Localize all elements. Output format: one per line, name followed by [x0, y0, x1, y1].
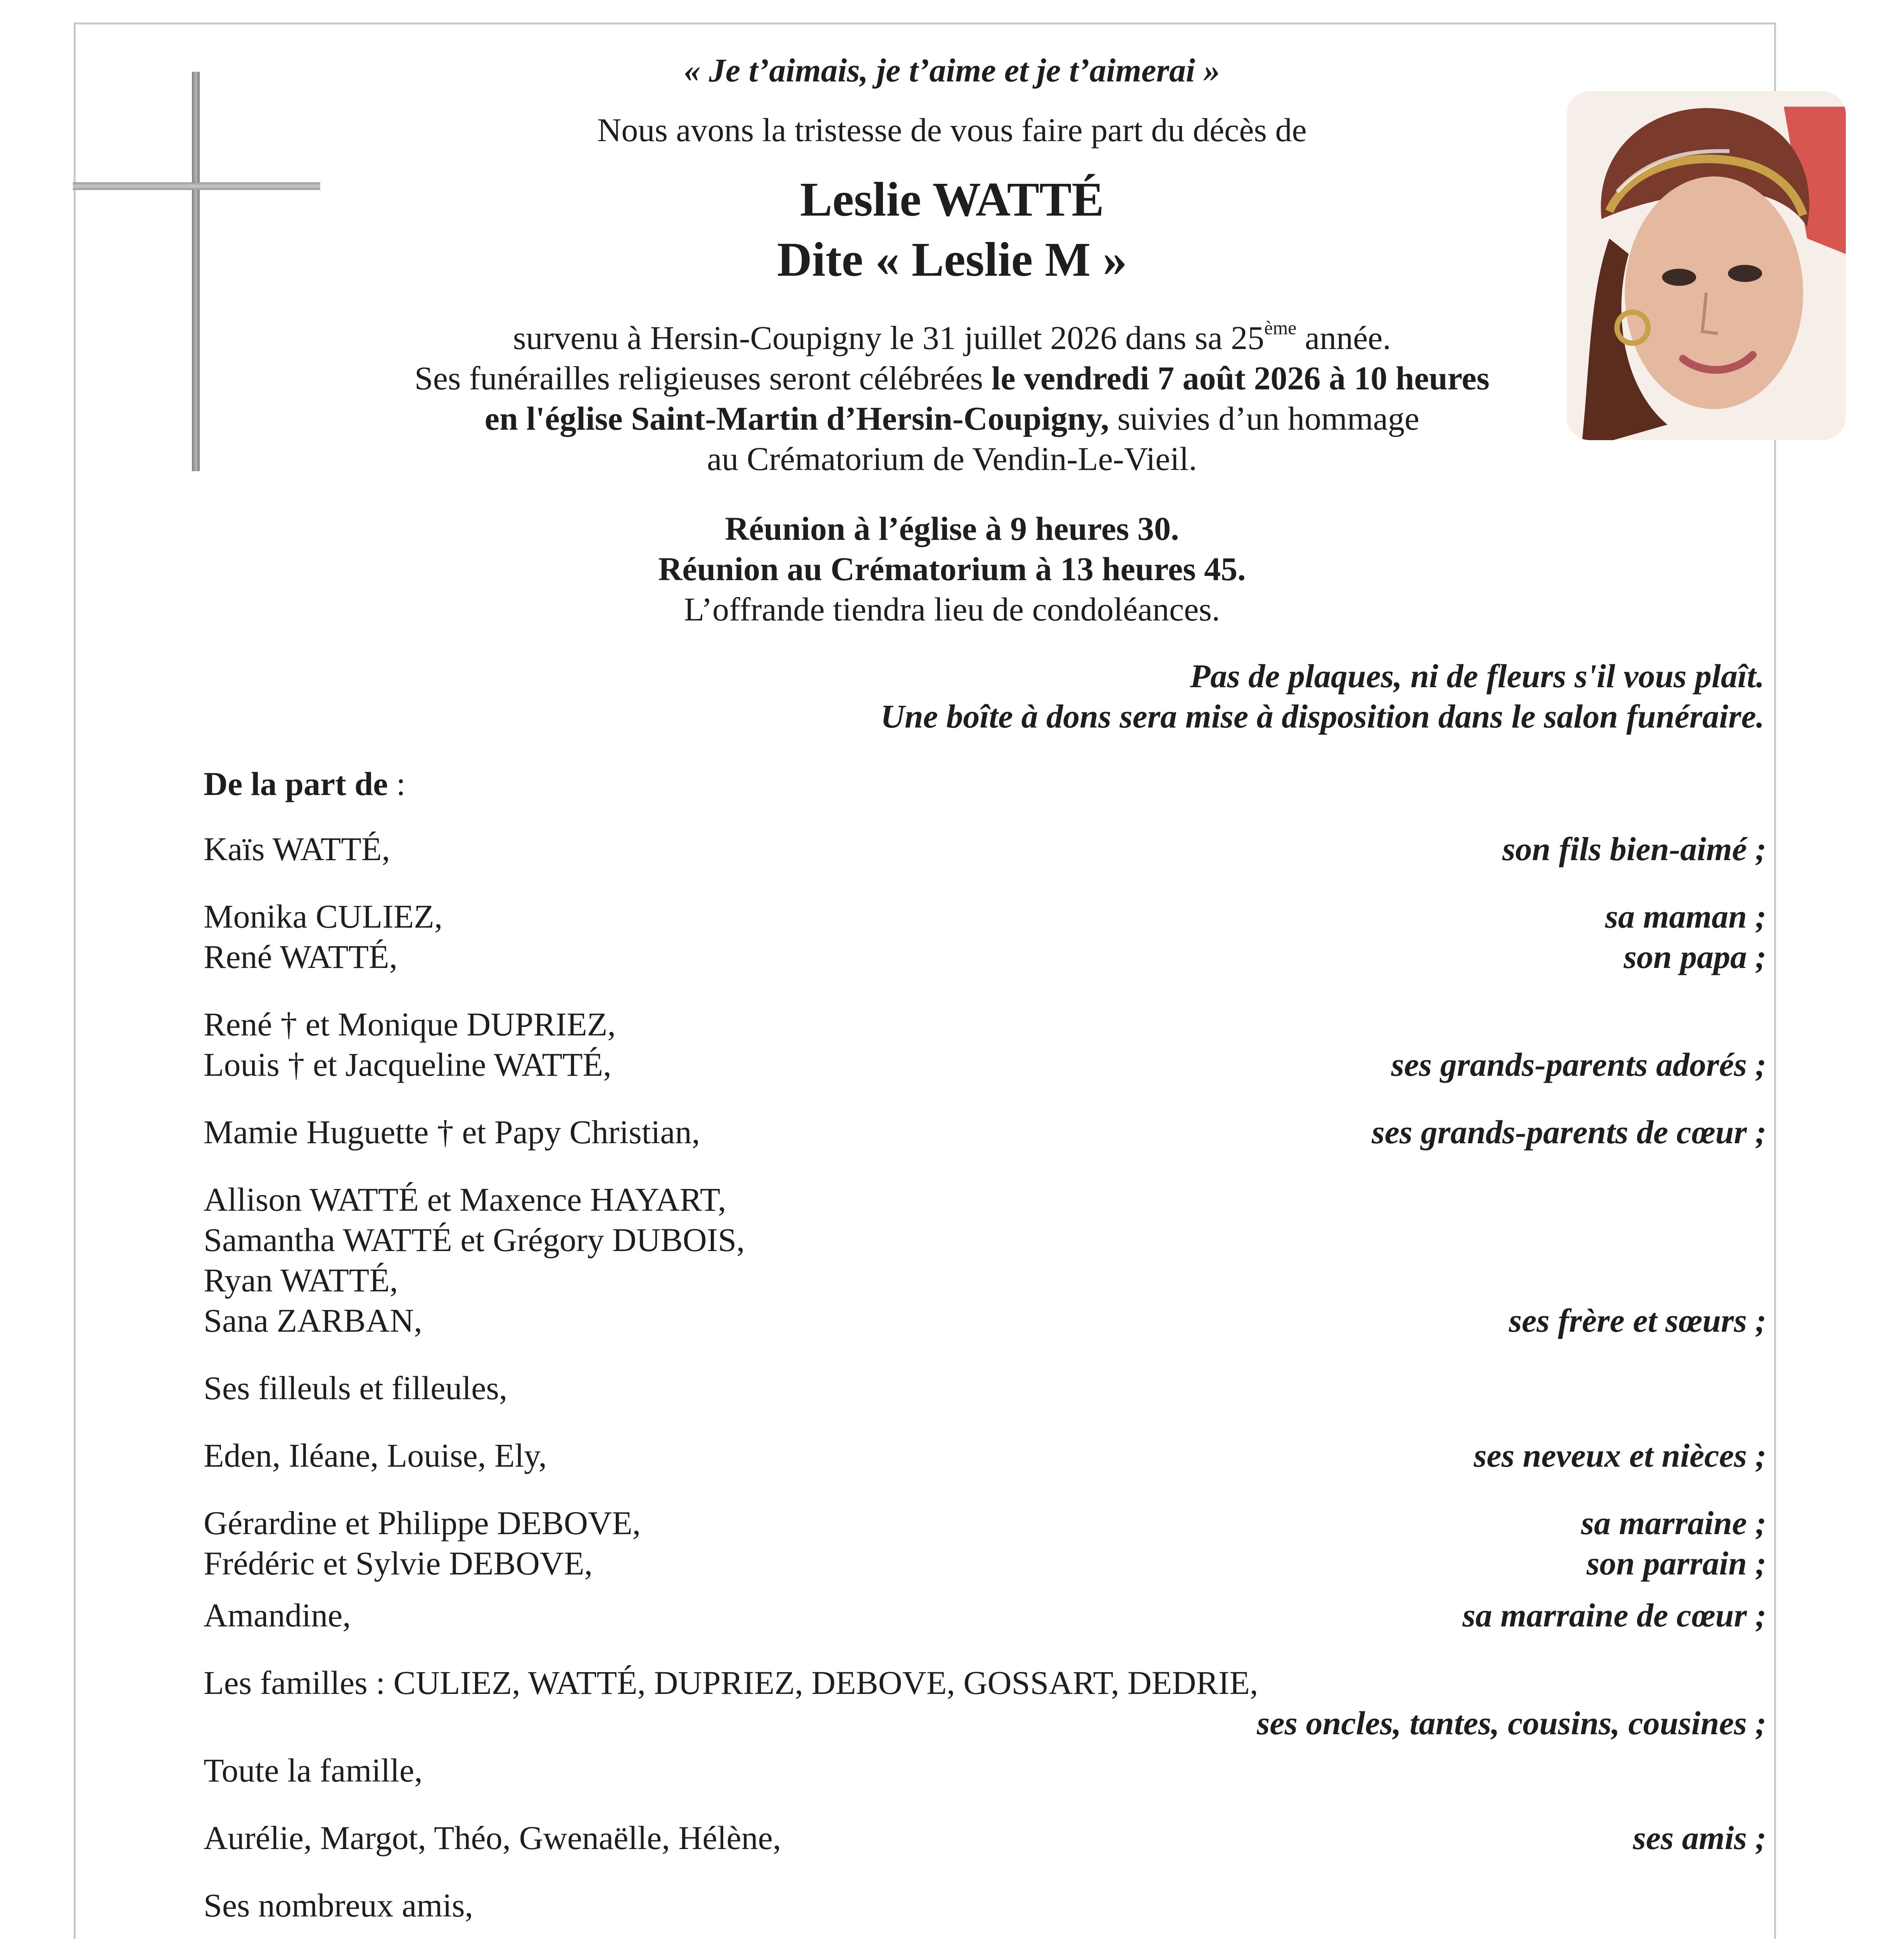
death-details-text: survenu à Hersin-Coupigny le 31 juillet 2026 dans sa 25 — [513, 319, 1265, 356]
family-relation: son fils bien-aimé ; — [1502, 830, 1766, 868]
family-relation: ses neveux et nièces ; — [1474, 1437, 1766, 1474]
page-frame — [74, 22, 1776, 1939]
family-relation: ses grands-parents de cœur ; — [1372, 1113, 1766, 1151]
opening-quote: « Je t’aimais, je t’aime et je t’aimerai » — [684, 52, 1220, 89]
crematorium-meeting: Réunion au Crématorium à 13 heures 45. — [658, 550, 1246, 588]
deceased-name: Leslie WATTÉ — [800, 173, 1104, 226]
family-name: Frédéric et Sylvie DEBOVE, — [204, 1545, 593, 1582]
family-relation: ses oncles, tantes, cousins, cousines ; — [1256, 1704, 1766, 1742]
family-name: Kaïs WATTÉ, — [204, 830, 390, 868]
family-name: René WATTÉ, — [204, 938, 397, 975]
family-name: Mamie Huguette † et Papy Christian, — [204, 1113, 700, 1151]
church-name: en l'église Saint-Martin d’Hersin-Coupigny, — [484, 400, 1109, 437]
funeral-intro: Ses funérailles religieuses seront célébrées — [414, 359, 992, 397]
family-relation: son parrain ; — [1586, 1545, 1766, 1582]
funeral-date: le vendredi 7 août 2026 à 10 heures — [991, 359, 1490, 397]
family-name: Allison WATTÉ et Maxence HAYART, — [204, 1181, 726, 1218]
family-name: Sana ZARBAN, — [204, 1302, 422, 1339]
death-details-line — [0, 317, 1904, 358]
from-label-text: De la part de — [204, 765, 388, 802]
family-name: Samantha WATTÉ et Grégory DUBOIS, — [204, 1221, 745, 1258]
family-name: Louis † et Jacqueline WATTÉ, — [204, 1046, 612, 1083]
from-label — [204, 763, 406, 804]
family-name: Eden, Iléane, Louise, Ely, — [204, 1437, 547, 1474]
family-relation: sa marraine ; — [1581, 1504, 1766, 1542]
family-name: Ses nombreux amis, — [204, 1887, 473, 1924]
family-relation: ses grands-parents adorés ; — [1391, 1046, 1766, 1083]
family-name: Monika CULIEZ, — [204, 898, 443, 935]
family-name: Ryan WATTÉ, — [204, 1262, 398, 1299]
family-name: Amandine, — [204, 1597, 351, 1634]
family-name: Gérardine et Philippe DEBOVE, — [204, 1504, 641, 1542]
no-flowers-notice: Pas de plaques, ni de fleurs s'il vous plaît. — [1190, 657, 1764, 695]
church-meeting: Réunion à l’église à 9 heures 30. — [725, 510, 1179, 547]
ordinal-suffix: ème — [1264, 317, 1297, 339]
deceased-alias: Dite « Leslie M » — [777, 233, 1127, 287]
funeral-line — [0, 358, 1904, 399]
family-name: Les familles : CULIEZ, WATTÉ, DUPRIEZ, DEBOVE, GOSSART, DEDRIE, — [204, 1664, 1258, 1701]
from-label-colon: : — [388, 765, 406, 802]
crematorium-line: au Crématorium de Vendin-Le-Vieil. — [707, 440, 1197, 477]
family-relation: son papa ; — [1624, 938, 1766, 975]
intro-line: Nous avons la tristesse de vous faire part du décès de — [597, 111, 1307, 149]
family-name: Aurélie, Margot, Théo, Gwenaëlle, Hélène, — [204, 1819, 781, 1856]
family-relation: ses amis ; — [1633, 1819, 1766, 1856]
family-relation: sa marraine de cœur ; — [1462, 1597, 1766, 1634]
donation-box-notice: Une boîte à dons sera mise à disposition dans le salon funéraire. — [880, 698, 1764, 735]
family-name: Toute la famille, — [204, 1752, 423, 1789]
family-relation: sa maman ; — [1605, 898, 1766, 935]
family-relation: ses frère et sœurs ; — [1508, 1302, 1766, 1339]
family-name: Ses filleuls et filleules, — [204, 1369, 508, 1407]
death-details-end: année. — [1296, 319, 1391, 356]
family-name: René † et Monique DUPRIEZ, — [204, 1006, 616, 1043]
church-line — [0, 398, 1904, 439]
offering-note: L’offrande tiendra lieu de condoléances. — [684, 591, 1220, 628]
tribute-intro: suivies d’un hommage — [1109, 400, 1420, 437]
